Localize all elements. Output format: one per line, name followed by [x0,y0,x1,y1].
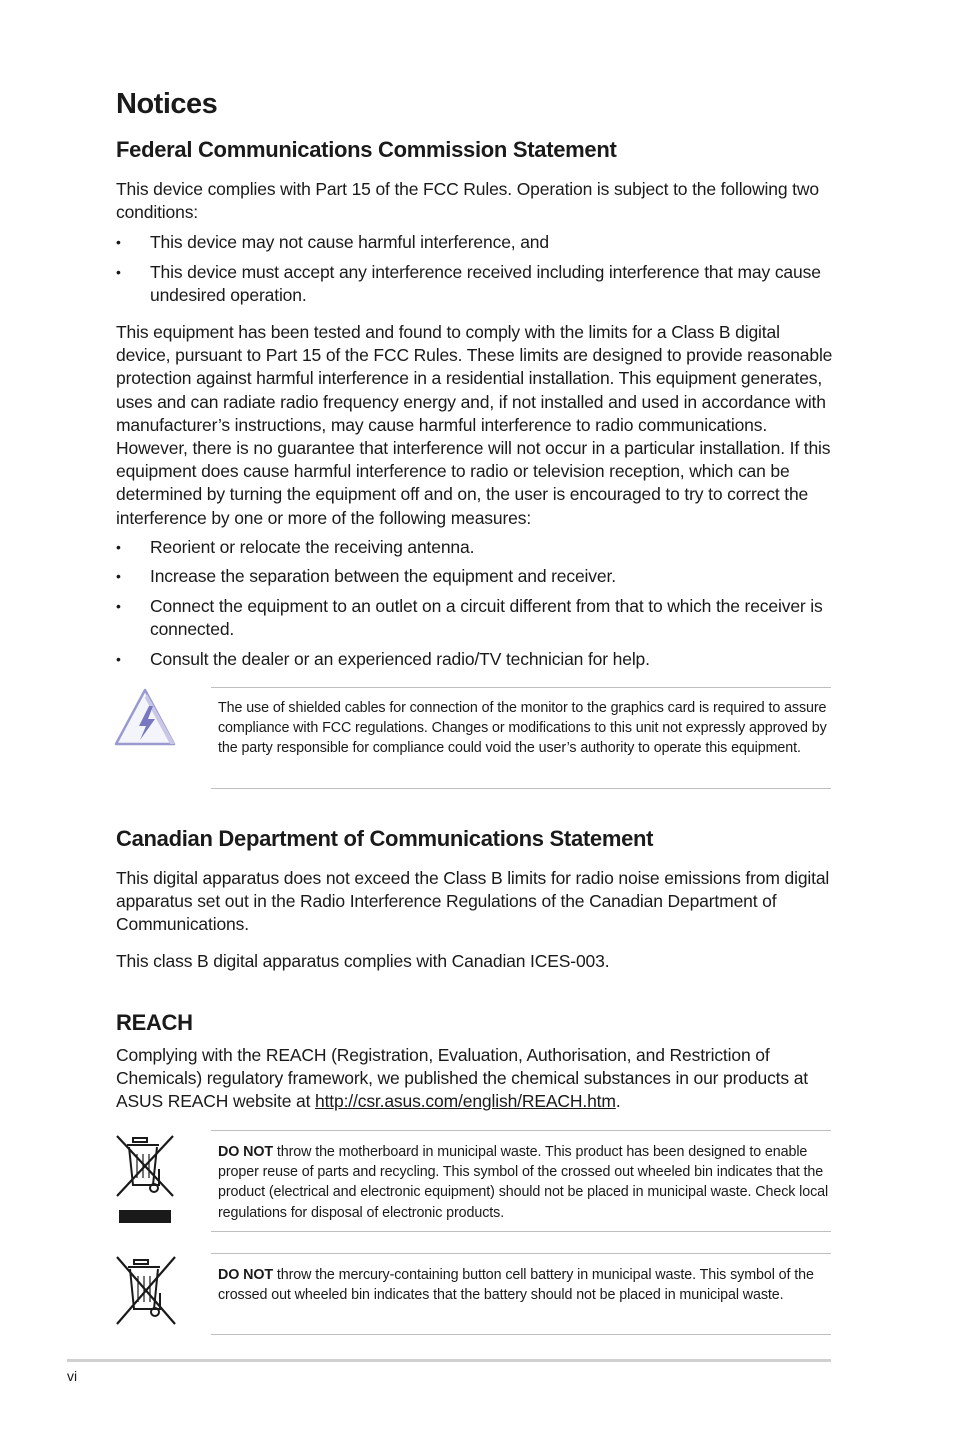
bullet-dot: • [116,598,121,614]
reach-website-link[interactable]: http://csr.asus.com/english/REACH.htm [315,1091,616,1112]
shielded-cables-note [211,687,831,789]
crossed-out-wheeled-bin-icon [113,1254,179,1328]
reach-paragraph [116,1044,836,1114]
lightning-warning-icon [112,686,178,748]
canadian-paragraph-1: This digital apparatus does not exceed the Class B limits for radio noise emissions from digital apparatus set out in the Radio Interference Regulations of the Canadian Department of Communications. [116,868,830,935]
condition-text: This device must accept any interference received including interference that may cause undesired operation. [150,262,821,306]
note-text [211,1131,831,1223]
bullet-dot: • [116,539,121,555]
reach-text-end: . [615,1091,621,1112]
bullet-dot: • [116,234,121,250]
measure-text: Increase the separation between the equipment and receiver. [150,566,616,586]
motherboard-disposal-note [211,1130,831,1232]
fcc-paragraph: This equipment has been tested and found to comply with the limits for a Class B digital device, pursuant to Part 15 of the FCC Rules. These limits are designed to provide reasonable protection against harmful interference in a residential installation. This equipment generates, uses and can radiate radio frequency energy and, if not installed and used in accordance with manufacturer’s instructions, may cause harmful interference to radio communications. However, there is no guarantee that interference will not occur in a particular installation. If this equipment does cause harmful interference to radio or television reception, which can be determined by turning the equipment off and on, the user is encouraged to try to correct the interference by one or more of the following measures: [116,322,833,528]
measure-text: Reorient or relocate the receiving antenna. [150,537,475,557]
bullet-dot: • [116,264,121,280]
measure-text: Consult the dealer or an experienced radio/TV technician for help. [150,649,650,669]
canadian-heading: Canadian Department of Communications Statement [116,826,654,851]
emphasis-do-not: DO NOT [218,1144,273,1160]
note-body: throw the mercury-containing button cell battery in municipal waste. This symbol of the crossed out wheeled bin indicates that the battery should not be placed in municipal waste. [218,1267,814,1304]
reach-heading: REACH [116,1010,193,1035]
battery-disposal-note [211,1253,831,1335]
reach-text: Complying with the REACH (Registration, Evaluation, Authorisation, and Restriction of Chemicals) regulatory framework, we published the chemical substances in our products at ASUS REACH website at [116,1045,808,1112]
canadian-paragraph-2: This class B digital apparatus complies with Canadian ICES-003. [116,951,610,971]
crossed-out-wheeled-bin-icon [113,1132,177,1226]
bullet-dot: • [116,651,121,667]
fcc-intro: This device complies with Part 15 of the FCC Rules. Operation is subject to the following two conditions: [116,179,819,223]
measure-text: Connect the equipment to an outlet on a circuit different from that to which the receiver is connected. [150,596,823,640]
footer-divider [67,1359,831,1362]
emphasis-do-not: DO NOT [218,1267,273,1283]
note-body: throw the motherboard in municipal waste. This product has been designed to enable proper reuse of parts and recycling. This symbol of the crossed out wheeled bin indicates that the product (electrical and electronic equipment) should not be placed in municipal waste. Check local regulations for disposal of electronic products. [218,1144,829,1221]
note-text: The use of shielded cables for connection of the monitor to the graphics card is required to assure compliance with FCC regulations. Changes or modifications to this unit not expressly approved by the party responsible for compliance could void the user’s authority to operate this equipment. [218,700,827,757]
bullet-dot: • [116,568,121,584]
page-number: vi [67,1368,78,1384]
note-text [211,1254,831,1305]
condition-text: This device may not cause harmful interference, and [150,232,549,252]
page-title: Notices [116,88,218,120]
fcc-heading: Federal Communications Commission Statement [116,137,617,162]
